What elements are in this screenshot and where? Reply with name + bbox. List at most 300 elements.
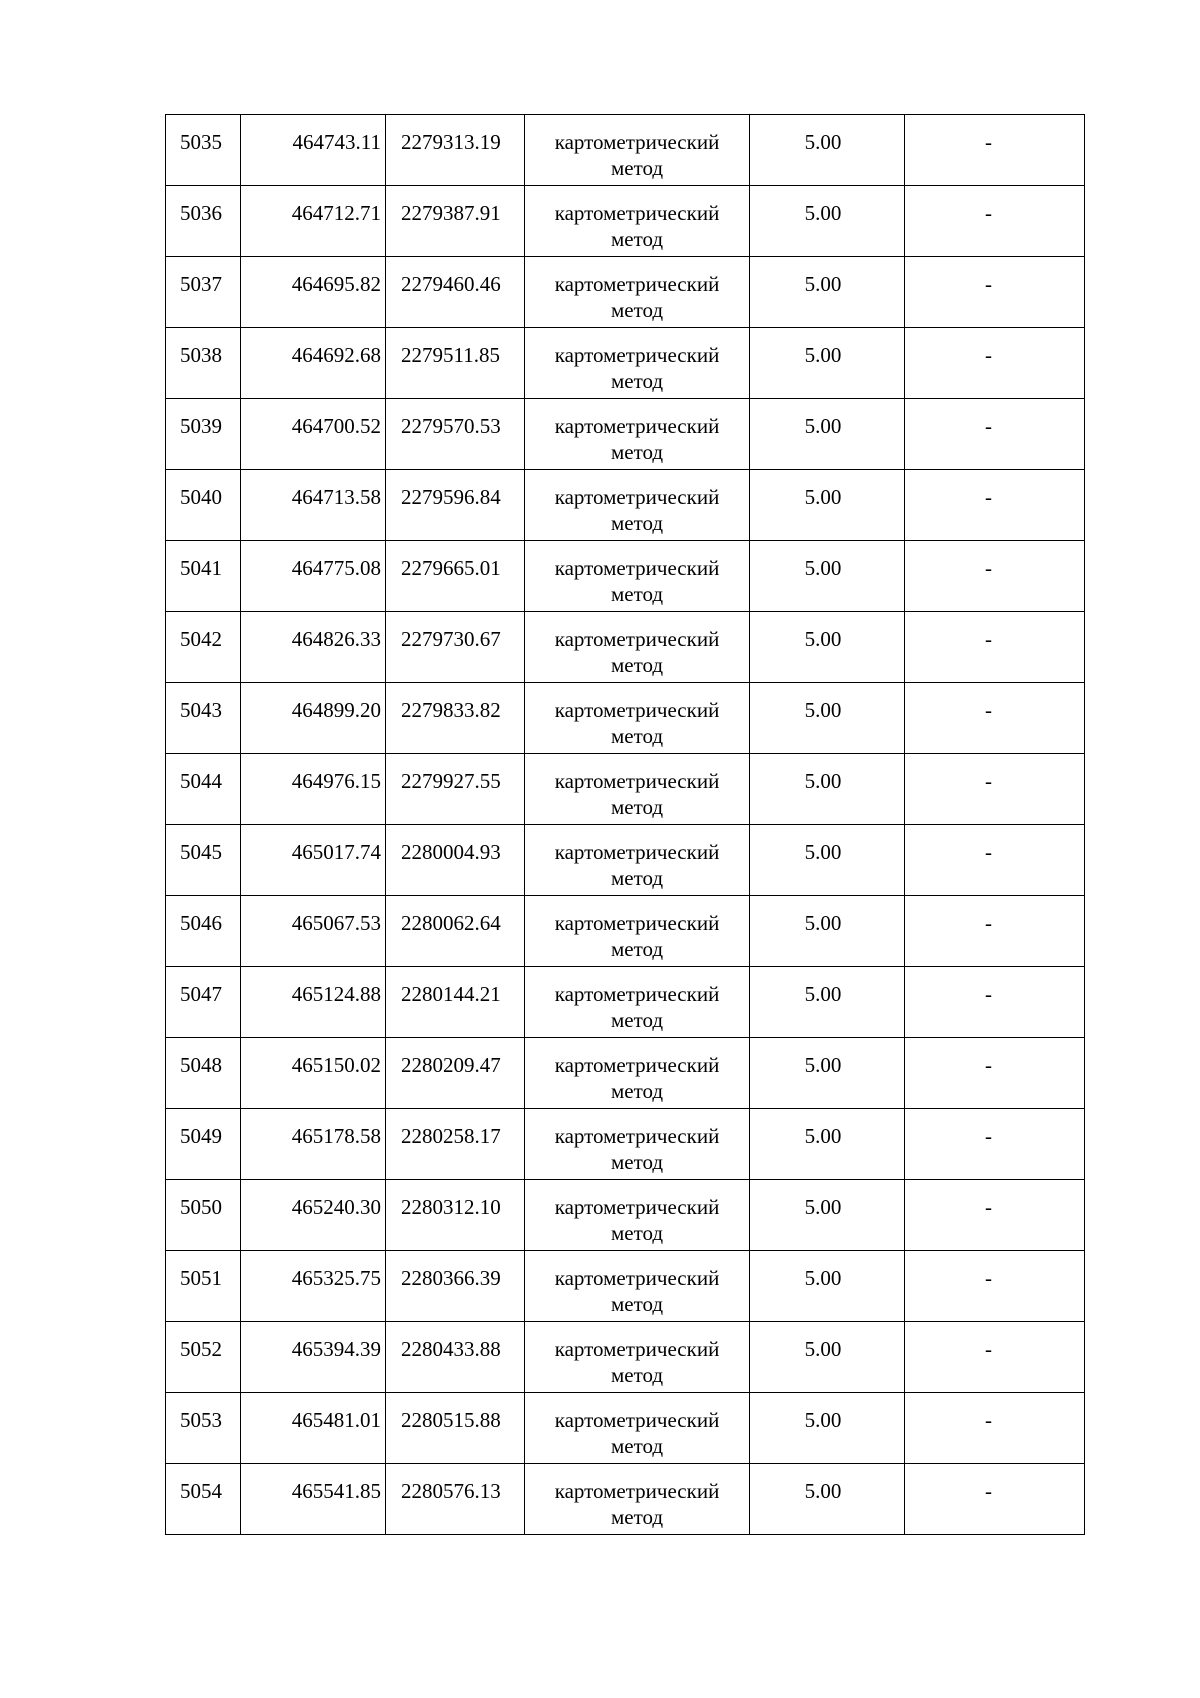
table-row [166, 967, 1085, 1038]
accuracy-cell [750, 1109, 905, 1180]
y-coordinate: 2280258.17 [401, 1124, 501, 1148]
note-cell [905, 612, 1085, 683]
x-coordinate: 464976.15 [291, 769, 381, 793]
method-text [525, 1038, 749, 1104]
table-row [166, 115, 1085, 186]
table-row [166, 683, 1085, 754]
x-coordinate: 465394.39 [291, 1337, 381, 1361]
method-cell [525, 1322, 750, 1393]
y-coordinate-cell [386, 186, 525, 257]
accuracy-value: 5.00 [804, 1195, 842, 1219]
point-number: 5042 [180, 627, 222, 651]
accuracy-cell [750, 1393, 905, 1464]
point-number-cell [166, 1322, 241, 1393]
method-cell [525, 1180, 750, 1251]
method-line-1: картометрический [554, 1053, 720, 1077]
y-coordinate-cell [386, 257, 525, 328]
point-number-cell [166, 399, 241, 470]
x-coordinate: 464826.33 [291, 627, 381, 651]
point-number-cell [166, 186, 241, 257]
accuracy-value: 5.00 [804, 769, 842, 793]
method-line-1: картометрический [554, 414, 720, 438]
method-line-2: метод [610, 298, 664, 322]
method-line-1: картометрический [554, 201, 720, 225]
note-cell [905, 257, 1085, 328]
method-text [525, 754, 749, 820]
x-coordinate: 464692.68 [291, 343, 381, 367]
method-text [525, 825, 749, 891]
x-coordinate: 464695.82 [291, 272, 381, 296]
method-cell [525, 257, 750, 328]
point-number: 5036 [180, 201, 222, 225]
x-coordinate-cell [241, 1464, 386, 1535]
note-value: - [985, 1266, 992, 1290]
y-coordinate-cell [386, 1038, 525, 1109]
method-cell [525, 1038, 750, 1109]
method-cell [525, 754, 750, 825]
note-cell [905, 967, 1085, 1038]
accuracy-cell [750, 1251, 905, 1322]
method-text [525, 1109, 749, 1175]
method-text [525, 1393, 749, 1459]
note-cell [905, 1251, 1085, 1322]
point-number-cell [166, 1251, 241, 1322]
accuracy-cell [750, 1038, 905, 1109]
note-value: - [985, 698, 992, 722]
point-number: 5052 [180, 1337, 222, 1361]
note-cell [905, 399, 1085, 470]
x-coordinate: 465067.53 [291, 911, 381, 935]
accuracy-value: 5.00 [804, 485, 842, 509]
note-value: - [985, 1479, 992, 1503]
accuracy-cell [750, 257, 905, 328]
note-value: - [985, 769, 992, 793]
x-coordinate-cell [241, 257, 386, 328]
accuracy-value: 5.00 [804, 1479, 842, 1503]
accuracy-value: 5.00 [804, 414, 842, 438]
accuracy-cell [750, 470, 905, 541]
y-coordinate-cell [386, 1180, 525, 1251]
note-value: - [985, 272, 992, 296]
note-cell [905, 328, 1085, 399]
x-coordinate-cell [241, 754, 386, 825]
method-line-2: метод [610, 440, 664, 464]
x-coordinate: 465178.58 [291, 1124, 381, 1148]
method-line-2: метод [610, 653, 664, 677]
note-value: - [985, 1195, 992, 1219]
point-number-cell [166, 1180, 241, 1251]
accuracy-value: 5.00 [804, 911, 842, 935]
table-row [166, 470, 1085, 541]
y-coordinate: 2280366.39 [401, 1266, 501, 1290]
accuracy-value: 5.00 [804, 556, 842, 580]
table-row [166, 186, 1085, 257]
x-coordinate: 464700.52 [291, 414, 381, 438]
method-line-1: картометрический [554, 1479, 720, 1503]
point-number-cell [166, 754, 241, 825]
method-line-2: метод [610, 1505, 664, 1529]
point-number-cell [166, 1393, 241, 1464]
point-number-cell [166, 896, 241, 967]
point-number-cell [166, 1464, 241, 1535]
x-coordinate: 465240.30 [291, 1195, 381, 1219]
method-text [525, 612, 749, 678]
method-cell [525, 541, 750, 612]
method-line-1: картометрический [554, 1266, 720, 1290]
x-coordinate: 464743.11 [292, 130, 381, 154]
note-value: - [985, 130, 992, 154]
accuracy-cell [750, 967, 905, 1038]
method-line-1: картометрический [554, 130, 720, 154]
x-coordinate-cell [241, 115, 386, 186]
y-coordinate: 2279570.53 [401, 414, 501, 438]
table-row [166, 1251, 1085, 1322]
accuracy-value: 5.00 [804, 201, 842, 225]
y-coordinate-cell [386, 1251, 525, 1322]
method-text [525, 328, 749, 394]
table-row [166, 754, 1085, 825]
accuracy-cell [750, 1180, 905, 1251]
note-cell [905, 825, 1085, 896]
method-line-1: картометрический [554, 627, 720, 651]
note-cell [905, 1464, 1085, 1535]
method-line-1: картометрический [554, 982, 720, 1006]
note-cell [905, 1322, 1085, 1393]
table-row [166, 1322, 1085, 1393]
note-value: - [985, 982, 992, 1006]
y-coordinate: 2279387.91 [401, 201, 501, 225]
y-coordinate-cell [386, 1393, 525, 1464]
note-cell [905, 1038, 1085, 1109]
accuracy-cell [750, 186, 905, 257]
method-cell [525, 825, 750, 896]
method-line-1: картометрический [554, 556, 720, 580]
method-cell [525, 1109, 750, 1180]
method-cell [525, 1393, 750, 1464]
point-number: 5035 [180, 130, 222, 154]
point-number: 5051 [180, 1266, 222, 1290]
y-coordinate: 2279730.67 [401, 627, 501, 651]
x-coordinate: 465124.88 [291, 982, 381, 1006]
note-value: - [985, 556, 992, 580]
accuracy-value: 5.00 [804, 272, 842, 296]
x-coordinate: 465481.01 [291, 1408, 381, 1432]
method-cell [525, 186, 750, 257]
point-number: 5044 [180, 769, 222, 793]
y-coordinate-cell [386, 399, 525, 470]
method-cell [525, 328, 750, 399]
point-number-cell [166, 1038, 241, 1109]
point-number: 5040 [180, 485, 222, 509]
method-text [525, 470, 749, 536]
x-coordinate-cell [241, 186, 386, 257]
y-coordinate: 2279927.55 [401, 769, 501, 793]
note-value: - [985, 1124, 992, 1148]
x-coordinate: 465541.85 [291, 1479, 381, 1503]
x-coordinate: 464899.20 [291, 698, 381, 722]
method-line-2: метод [610, 1363, 664, 1387]
method-cell [525, 896, 750, 967]
x-coordinate-cell [241, 399, 386, 470]
y-coordinate: 2280004.93 [401, 840, 501, 864]
point-number: 5053 [180, 1408, 222, 1432]
method-text [525, 967, 749, 1033]
table-row [166, 1393, 1085, 1464]
accuracy-cell [750, 115, 905, 186]
accuracy-cell [750, 825, 905, 896]
point-number: 5047 [180, 982, 222, 1006]
note-value: - [985, 840, 992, 864]
y-coordinate-cell [386, 754, 525, 825]
y-coordinate-cell [386, 115, 525, 186]
method-line-1: картометрический [554, 1124, 720, 1148]
method-line-2: метод [610, 866, 664, 890]
table-row [166, 1464, 1085, 1535]
point-number: 5039 [180, 414, 222, 438]
x-coordinate-cell [241, 1251, 386, 1322]
method-line-2: метод [610, 369, 664, 393]
note-value: - [985, 1337, 992, 1361]
method-line-2: метод [610, 795, 664, 819]
accuracy-value: 5.00 [804, 1053, 842, 1077]
coordinates-table-body [166, 115, 1085, 1535]
accuracy-value: 5.00 [804, 627, 842, 651]
accuracy-cell [750, 1464, 905, 1535]
method-text [525, 115, 749, 181]
point-number-cell [166, 1109, 241, 1180]
note-cell [905, 896, 1085, 967]
accuracy-value: 5.00 [804, 130, 842, 154]
x-coordinate: 465325.75 [291, 1266, 381, 1290]
y-coordinate: 2280515.88 [401, 1408, 501, 1432]
y-coordinate: 2279313.19 [401, 130, 501, 154]
method-line-2: метод [610, 1434, 664, 1458]
y-coordinate: 2280062.64 [401, 911, 501, 935]
method-cell [525, 1251, 750, 1322]
method-line-1: картометрический [554, 911, 720, 935]
y-coordinate-cell [386, 1109, 525, 1180]
note-cell [905, 115, 1085, 186]
accuracy-value: 5.00 [804, 840, 842, 864]
note-value: - [985, 485, 992, 509]
accuracy-cell [750, 754, 905, 825]
y-coordinate: 2279460.46 [401, 272, 501, 296]
accuracy-value: 5.00 [804, 1337, 842, 1361]
method-text [525, 257, 749, 323]
note-value: - [985, 343, 992, 367]
note-cell [905, 186, 1085, 257]
point-number-cell [166, 683, 241, 754]
table-row [166, 399, 1085, 470]
method-text [525, 896, 749, 962]
y-coordinate: 2279511.85 [401, 343, 500, 367]
method-cell [525, 115, 750, 186]
method-line-2: метод [610, 227, 664, 251]
method-line-2: метод [610, 937, 664, 961]
note-value: - [985, 1053, 992, 1077]
y-coordinate: 2279596.84 [401, 485, 501, 509]
point-number-cell [166, 328, 241, 399]
x-coordinate-cell [241, 1322, 386, 1393]
method-line-2: метод [610, 1150, 664, 1174]
y-coordinate-cell [386, 470, 525, 541]
y-coordinate-cell [386, 1464, 525, 1535]
note-value: - [985, 627, 992, 651]
accuracy-cell [750, 683, 905, 754]
method-cell [525, 1464, 750, 1535]
note-value: - [985, 201, 992, 225]
point-number-cell [166, 470, 241, 541]
point-number: 5041 [180, 556, 222, 580]
accuracy-cell [750, 328, 905, 399]
table-row [166, 1109, 1085, 1180]
accuracy-cell [750, 399, 905, 470]
y-coordinate-cell [386, 825, 525, 896]
table-row [166, 825, 1085, 896]
y-coordinate: 2280576.13 [401, 1479, 501, 1503]
table-row [166, 328, 1085, 399]
accuracy-cell [750, 612, 905, 683]
method-cell [525, 399, 750, 470]
y-coordinate-cell [386, 328, 525, 399]
method-line-2: метод [610, 582, 664, 606]
accuracy-value: 5.00 [804, 1408, 842, 1432]
accuracy-value: 5.00 [804, 1124, 842, 1148]
method-cell [525, 612, 750, 683]
method-line-1: картометрический [554, 769, 720, 793]
x-coordinate-cell [241, 328, 386, 399]
note-cell [905, 1109, 1085, 1180]
accuracy-cell [750, 896, 905, 967]
x-coordinate-cell [241, 541, 386, 612]
note-cell [905, 1393, 1085, 1464]
y-coordinate: 2279833.82 [401, 698, 501, 722]
y-coordinate: 2280209.47 [401, 1053, 501, 1077]
y-coordinate-cell [386, 1322, 525, 1393]
point-number-cell [166, 257, 241, 328]
point-number: 5046 [180, 911, 222, 935]
method-text [525, 1464, 749, 1530]
accuracy-value: 5.00 [804, 1266, 842, 1290]
y-coordinate: 2280312.10 [401, 1195, 501, 1219]
accuracy-cell [750, 541, 905, 612]
x-coordinate-cell [241, 1038, 386, 1109]
table-row [166, 541, 1085, 612]
accuracy-value: 5.00 [804, 343, 842, 367]
method-line-1: картометрический [554, 272, 720, 296]
method-line-2: метод [610, 1008, 664, 1032]
x-coordinate: 465017.74 [291, 840, 381, 864]
note-value: - [985, 414, 992, 438]
note-value: - [985, 1408, 992, 1432]
x-coordinate-cell [241, 1180, 386, 1251]
point-number: 5037 [180, 272, 222, 296]
y-coordinate-cell [386, 683, 525, 754]
method-text [525, 541, 749, 607]
method-text [525, 683, 749, 749]
point-number: 5038 [180, 343, 222, 367]
table-row [166, 896, 1085, 967]
x-coordinate-cell [241, 683, 386, 754]
x-coordinate: 464712.71 [291, 201, 381, 225]
method-line-2: метод [610, 1221, 664, 1245]
x-coordinate-cell [241, 612, 386, 683]
point-number-cell [166, 967, 241, 1038]
y-coordinate-cell [386, 967, 525, 1038]
point-number: 5049 [180, 1124, 222, 1148]
x-coordinate-cell [241, 967, 386, 1038]
y-coordinate: 2280144.21 [401, 982, 501, 1006]
method-line-1: картометрический [554, 1408, 720, 1432]
x-coordinate: 464775.08 [291, 556, 381, 580]
x-coordinate-cell [241, 896, 386, 967]
x-coordinate-cell [241, 1109, 386, 1180]
method-text [525, 399, 749, 465]
point-number: 5043 [180, 698, 222, 722]
x-coordinate-cell [241, 825, 386, 896]
y-coordinate: 2279665.01 [401, 556, 501, 580]
method-text [525, 186, 749, 252]
method-text [525, 1322, 749, 1388]
method-line-2: метод [610, 1292, 664, 1316]
x-coordinate: 464713.58 [291, 485, 381, 509]
note-cell [905, 754, 1085, 825]
point-number: 5048 [180, 1053, 222, 1077]
method-line-2: метод [610, 511, 664, 535]
x-coordinate: 465150.02 [291, 1053, 381, 1077]
accuracy-value: 5.00 [804, 982, 842, 1006]
method-cell [525, 470, 750, 541]
method-line-1: картометрический [554, 485, 720, 509]
point-number-cell [166, 541, 241, 612]
note-cell [905, 470, 1085, 541]
point-number: 5054 [180, 1479, 222, 1503]
y-coordinate-cell [386, 896, 525, 967]
method-cell [525, 683, 750, 754]
point-number: 5045 [180, 840, 222, 864]
note-cell [905, 541, 1085, 612]
y-coordinate-cell [386, 612, 525, 683]
method-cell [525, 967, 750, 1038]
y-coordinate-cell [386, 541, 525, 612]
accuracy-value: 5.00 [804, 698, 842, 722]
y-coordinate: 2280433.88 [401, 1337, 501, 1361]
table-row [166, 612, 1085, 683]
table-row [166, 1038, 1085, 1109]
note-cell [905, 683, 1085, 754]
method-line-1: картометрический [554, 343, 720, 367]
method-line-1: картометрический [554, 840, 720, 864]
coordinates-table [165, 114, 1085, 1535]
point-number: 5050 [180, 1195, 222, 1219]
x-coordinate-cell [241, 470, 386, 541]
method-line-2: метод [610, 724, 664, 748]
note-value: - [985, 911, 992, 935]
table-row [166, 257, 1085, 328]
method-line-2: метод [610, 1079, 664, 1103]
method-line-1: картометрический [554, 1337, 720, 1361]
point-number-cell [166, 115, 241, 186]
table-row [166, 1180, 1085, 1251]
method-line-2: метод [610, 156, 664, 180]
accuracy-cell [750, 1322, 905, 1393]
method-line-1: картометрический [554, 698, 720, 722]
method-text [525, 1251, 749, 1317]
note-cell [905, 1180, 1085, 1251]
method-line-1: картометрический [554, 1195, 720, 1219]
method-text [525, 1180, 749, 1246]
x-coordinate-cell [241, 1393, 386, 1464]
